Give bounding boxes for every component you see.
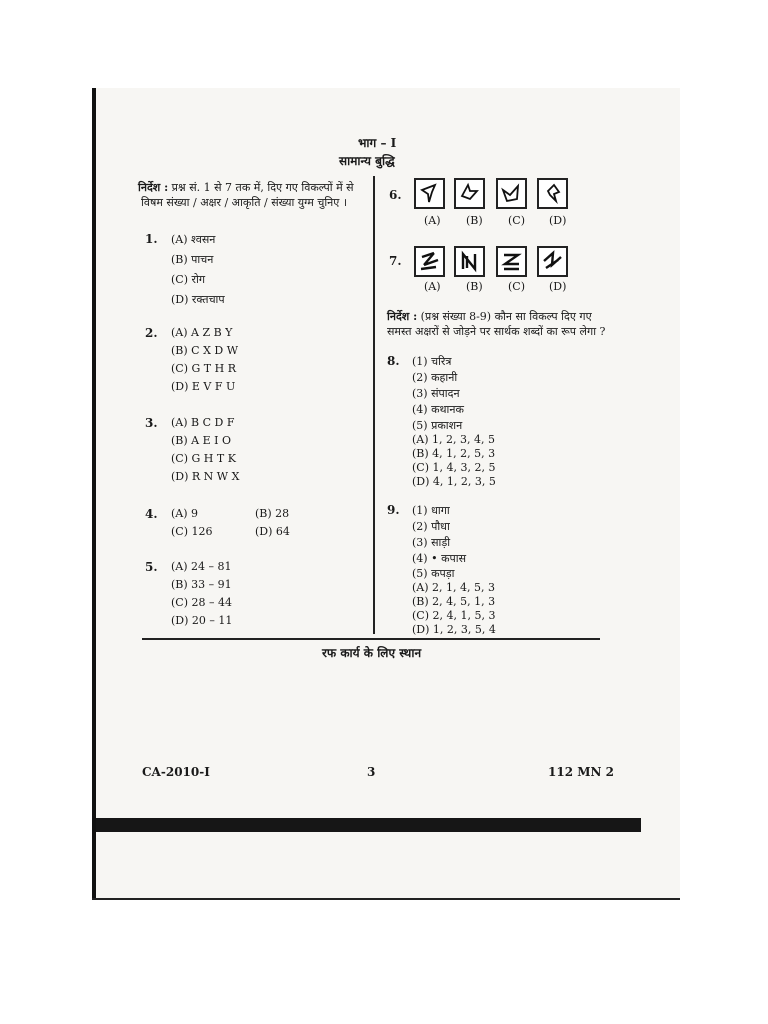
question-3-option-d: (D) R N W X bbox=[171, 470, 240, 483]
question-8-item-4: (4) कथानक bbox=[412, 403, 464, 416]
question-1-option-c: (C) रोग bbox=[171, 273, 206, 286]
question-4-number: 4. bbox=[145, 507, 158, 521]
instruction-2-text-1: (प्रश्न संख्या 8-9) कौन सा विकल्प दिए गए bbox=[420, 310, 592, 323]
vertical-n-figure-icon bbox=[456, 248, 483, 275]
question-5-option-d: (D) 20 – 11 bbox=[171, 614, 233, 627]
question-2-option-b: (B) C X D W bbox=[171, 344, 239, 357]
pointed-arrow-figure-icon bbox=[539, 180, 566, 207]
question-7-figure-c bbox=[496, 246, 527, 277]
instruction-1-line-2: विषम संख्या / अक्षर / आकृति / संख्या युग्म चुनिए । bbox=[141, 196, 348, 209]
v-notch-figure-icon bbox=[498, 180, 525, 207]
part-heading: भाग – I bbox=[358, 136, 397, 150]
instruction-1-line-1 bbox=[138, 180, 354, 195]
question-9-option-c: (C) 2, 4, 1, 5, 3 bbox=[412, 609, 496, 622]
column-divider bbox=[373, 176, 375, 634]
section-divider bbox=[142, 638, 600, 640]
question-5-number: 5. bbox=[145, 560, 158, 574]
question-3-option-a: (A) B C D F bbox=[171, 416, 235, 429]
question-3-option-b: (B) A E I O bbox=[171, 434, 231, 447]
question-7-label-d: (D) bbox=[549, 280, 567, 293]
scan-left-edge bbox=[92, 88, 96, 900]
question-7-figure-d bbox=[537, 246, 568, 277]
question-7-label-c: (C) bbox=[508, 280, 525, 293]
question-8-number: 8. bbox=[387, 354, 400, 368]
instruction-1-text-1: प्रश्न सं. 1 से 7 तक में, दिए गए विकल्पों में से bbox=[171, 181, 354, 194]
question-6-figure-b bbox=[454, 178, 485, 209]
question-9-option-d: (D) 1, 2, 3, 5, 4 bbox=[412, 623, 496, 636]
question-6-number: 6. bbox=[389, 188, 402, 202]
question-9-item-2: (2) पौधा bbox=[412, 520, 450, 533]
question-1-option-b: (B) पाचन bbox=[171, 253, 214, 266]
question-4-option-d: (D) 64 bbox=[255, 525, 290, 538]
question-9-option-b: (B) 2, 4, 5, 1, 3 bbox=[412, 595, 496, 608]
question-6-figure-a bbox=[414, 178, 445, 209]
question-8-item-2: (2) कहानी bbox=[412, 371, 458, 384]
question-4-option-a: (A) 9 bbox=[171, 507, 199, 520]
question-7-label-a: (A) bbox=[424, 280, 441, 293]
question-9-item-3: (3) साड़ी bbox=[412, 536, 451, 549]
instruction-1-lead: निर्देश : bbox=[138, 181, 169, 194]
question-8-item-5: (5) प्रकाशन bbox=[412, 419, 463, 432]
question-8-item-1: (1) चरित्र bbox=[412, 355, 452, 368]
instruction-2-line-1 bbox=[387, 309, 592, 324]
rough-work-heading: रफ कार्य के लिए स्थान bbox=[322, 646, 422, 660]
question-3-option-c: (C) G H T K bbox=[171, 452, 236, 465]
paper-code: 112 MN 2 bbox=[548, 765, 615, 779]
question-4-option-c: (C) 126 bbox=[171, 525, 213, 538]
question-8-option-a: (A) 1, 2, 3, 4, 5 bbox=[412, 433, 495, 446]
question-5-option-b: (B) 33 – 91 bbox=[171, 578, 232, 591]
question-2-option-c: (C) G T H R bbox=[171, 362, 236, 375]
question-9-number: 9. bbox=[387, 503, 400, 517]
subject-heading: सामान्य बुद्धि bbox=[339, 154, 395, 168]
question-6-figure-c bbox=[496, 178, 527, 209]
question-2-number: 2. bbox=[145, 326, 158, 340]
question-5-option-c: (C) 28 – 44 bbox=[171, 596, 232, 609]
question-9-item-4: (4) • कपास bbox=[412, 552, 467, 565]
scan-dark-band bbox=[96, 818, 641, 832]
scan-bottom-edge bbox=[92, 898, 680, 900]
question-6-label-c: (C) bbox=[508, 214, 525, 227]
question-9-item-5: (5) कपड़ा bbox=[412, 567, 455, 580]
question-1-option-d: (D) रक्तचाप bbox=[171, 293, 225, 306]
question-2-option-d: (D) E V F U bbox=[171, 380, 236, 393]
question-9-item-1: (1) धागा bbox=[412, 504, 450, 517]
question-6-figure-d bbox=[537, 178, 568, 209]
rotated-n-figure-icon bbox=[539, 248, 566, 275]
question-9-option-a: (A) 2, 1, 4, 5, 3 bbox=[412, 581, 495, 594]
diagonal-zigzag-figure-icon bbox=[416, 248, 443, 275]
page-number: 3 bbox=[367, 765, 376, 779]
question-7-figure-a bbox=[414, 246, 445, 277]
question-8-option-b: (B) 4, 1, 2, 5, 3 bbox=[412, 447, 496, 460]
instruction-2-line-2: समस्त अक्षरों से जोड़ने पर सार्थक शब्दों का रूप लेगा ? bbox=[387, 325, 606, 338]
question-8-option-d: (D) 4, 1, 2, 3, 5 bbox=[412, 475, 496, 488]
question-7-number: 7. bbox=[389, 254, 402, 268]
question-6-label-d: (D) bbox=[549, 214, 567, 227]
question-1-option-a: (A) श्वसन bbox=[171, 233, 216, 246]
footer-code: CA-2010-I bbox=[142, 765, 210, 779]
question-8-option-c: (C) 1, 4, 3, 2, 5 bbox=[412, 461, 496, 474]
question-7-figure-b bbox=[454, 246, 485, 277]
question-7-label-b: (B) bbox=[466, 280, 483, 293]
question-6-label-b: (B) bbox=[466, 214, 483, 227]
question-8-item-3: (3) संपादन bbox=[412, 387, 460, 400]
question-2-option-a: (A) A Z B Y bbox=[171, 326, 233, 339]
angular-arrow-figure-icon bbox=[416, 180, 443, 207]
question-3-number: 3. bbox=[145, 416, 158, 430]
horizontal-z-figure-icon bbox=[498, 248, 525, 275]
bent-arrow-figure-icon bbox=[456, 180, 483, 207]
question-1-number: 1. bbox=[145, 232, 158, 246]
question-4-option-b: (B) 28 bbox=[255, 507, 290, 520]
question-5-option-a: (A) 24 – 81 bbox=[171, 560, 232, 573]
question-6-label-a: (A) bbox=[424, 214, 441, 227]
instruction-2-lead: निर्देश : bbox=[387, 310, 418, 323]
